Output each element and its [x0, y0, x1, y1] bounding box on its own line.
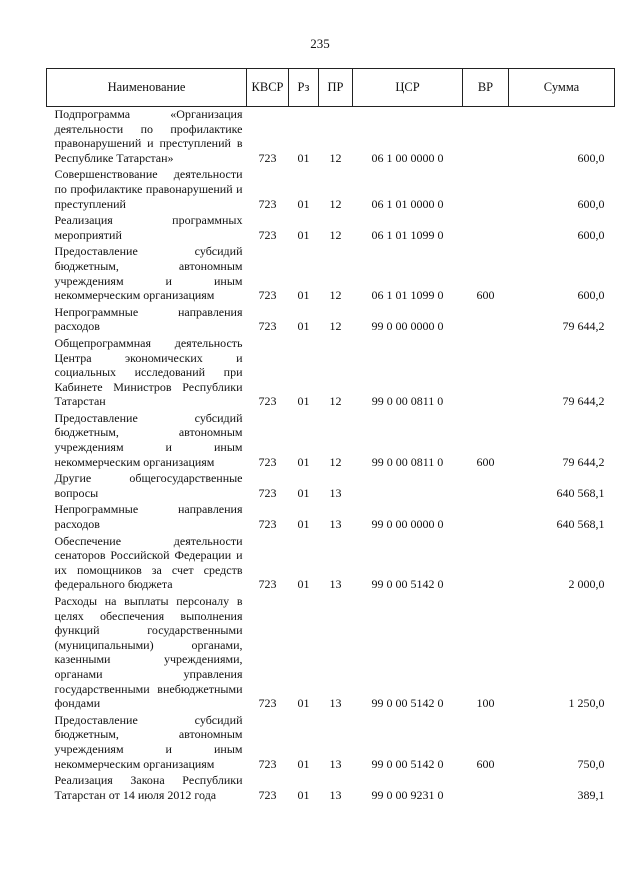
- cell-kvsr: 723: [258, 394, 277, 409]
- cell-name: Предоставление субсидий бюджетным, автономным учреждениям и иным некоммерческим организациям: [54, 244, 243, 303]
- cell-csr: 99 0 00 0811 0: [371, 454, 444, 469]
- cell-rz: 01: [297, 787, 310, 802]
- table-row: [47, 594, 615, 713]
- cell-rz: 01: [297, 288, 310, 303]
- cell-rz: 01: [297, 150, 310, 165]
- cell-pr: 12: [329, 196, 342, 211]
- cell-pr: 13: [329, 485, 342, 500]
- cell-pr: 12: [329, 454, 342, 469]
- cell-csr: 99 0 00 5142 0: [371, 696, 444, 711]
- cell-kvsr: 723: [258, 227, 277, 242]
- cell-name: Подпрограмма «Организация деятельности по профилактике правонарушений и преступлений в Республике Татарстан»: [54, 107, 243, 165]
- cell-csr: 99 0 00 0000 0: [371, 517, 444, 532]
- cell-kvsr: 723: [258, 517, 277, 532]
- cell-csr: 99 0 00 5142 0: [371, 756, 444, 771]
- cell-sum: 600,0: [577, 196, 605, 211]
- table-row: [47, 244, 615, 304]
- cell-rz: 01: [297, 485, 310, 500]
- cell-name: Совершенствование деятельности по профилактике правонарушений и преступлений: [54, 167, 243, 211]
- cell-pr: 13: [329, 787, 342, 802]
- cell-name: Расходы на выплаты персоналу в целях обеспечения выполнения функций государственными (муниципальными) органами, казенными учреждениями, органами управления государственными внебюджетными фондами: [54, 594, 243, 711]
- cell-sum: 79 644,2: [562, 394, 605, 409]
- cell-vr: 600: [476, 288, 495, 303]
- cell-sum: 600,0: [577, 227, 605, 242]
- cell-rz: 01: [297, 696, 310, 711]
- column-header-vr: ВР: [463, 69, 509, 107]
- cell-rz: 01: [297, 577, 310, 592]
- cell-rz: 01: [297, 196, 310, 211]
- cell-pr: 12: [329, 288, 342, 303]
- cell-sum: 79 644,2: [562, 319, 605, 334]
- cell-vr: 100: [476, 696, 495, 711]
- cell-csr: 99 0 00 0000 0: [371, 319, 444, 334]
- cell-pr: 12: [329, 319, 342, 334]
- table-body: [47, 107, 615, 805]
- cell-sum: 600,0: [577, 288, 605, 303]
- column-header-rz: Рз: [289, 69, 319, 107]
- cell-rz: 01: [297, 454, 310, 469]
- cell-pr: 12: [329, 227, 342, 242]
- cell-kvsr: 723: [258, 150, 277, 165]
- cell-csr: 99 0 00 5142 0: [371, 577, 444, 592]
- column-header-csr: ЦСР: [353, 69, 463, 107]
- cell-kvsr: 723: [258, 756, 277, 771]
- cell-vr: [463, 167, 509, 213]
- cell-csr: 06 1 01 1099 0: [371, 227, 444, 242]
- cell-name: Обеспечение деятельности сенаторов Российской Федерации и их помощников за счет средств федерального бюджета: [54, 533, 243, 592]
- cell-rz: 01: [297, 756, 310, 771]
- cell-vr: [463, 213, 509, 244]
- page-number: 235: [310, 36, 330, 51]
- cell-pr: 12: [329, 394, 342, 409]
- cell-kvsr: 723: [258, 288, 277, 303]
- cell-csr: 06 1 01 1099 0: [371, 288, 444, 303]
- cell-rz: 01: [297, 319, 310, 334]
- cell-sum: 600,0: [577, 150, 605, 165]
- column-header-pr: ПР: [319, 69, 353, 107]
- cell-kvsr: 723: [258, 577, 277, 592]
- cell-sum: 1 250,0: [568, 696, 605, 711]
- table-row: [47, 107, 615, 168]
- cell-kvsr: 723: [258, 485, 277, 500]
- column-header-sum: Сумма: [509, 69, 615, 107]
- cell-vr: [463, 534, 509, 594]
- budget-table: [46, 68, 615, 804]
- cell-name: Непрограммные направления расходов: [54, 304, 243, 334]
- cell-sum: 750,0: [577, 756, 605, 771]
- cell-vr: [463, 773, 509, 804]
- cell-pr: 13: [329, 756, 342, 771]
- cell-csr: 99 0 00 9231 0: [371, 787, 444, 802]
- cell-name: Предоставление субсидий бюджетным, автономным учреждениям и иным некоммерческим организациям: [54, 712, 243, 771]
- cell-name: Реализация Закона Республики Татарстан от 14 июля 2012 года: [54, 773, 243, 802]
- cell-vr: [463, 107, 509, 168]
- table-row: [47, 713, 615, 773]
- cell-kvsr: 723: [258, 696, 277, 711]
- cell-sum: 2 000,0: [568, 577, 605, 592]
- cell-csr: 99 0 00 0811 0: [371, 394, 444, 409]
- column-header-kvsr: КВСР: [247, 69, 289, 107]
- table-header-row: [47, 69, 615, 107]
- cell-kvsr: 723: [258, 196, 277, 211]
- cell-name: Предоставление субсидий бюджетным, автономным учреждениям и иным некоммерческим организациям: [54, 410, 243, 469]
- cell-rz: 01: [297, 517, 310, 532]
- table-row: [47, 305, 615, 336]
- cell-name: Непрограммные направления расходов: [54, 502, 243, 532]
- cell-csr: [353, 471, 463, 502]
- cell-pr: 13: [329, 577, 342, 592]
- cell-pr: 13: [329, 517, 342, 532]
- cell-kvsr: 723: [258, 787, 277, 802]
- cell-sum: 389,1: [577, 787, 605, 802]
- table-row: [47, 773, 615, 804]
- table-row: [47, 213, 615, 244]
- table-row: [47, 471, 615, 502]
- cell-pr: 13: [329, 696, 342, 711]
- table-row: [47, 336, 615, 411]
- cell-sum: 79 644,2: [562, 454, 605, 469]
- cell-csr: 06 1 01 0000 0: [371, 196, 444, 211]
- table-row: [47, 534, 615, 594]
- cell-vr: [463, 336, 509, 411]
- cell-name: Общепрограммная деятельность Центра экономических и социальных исследований при Кабинете Министров Республики Татарстан: [54, 335, 243, 409]
- cell-pr: 12: [329, 150, 342, 165]
- cell-vr: [463, 471, 509, 502]
- cell-vr: 600: [476, 756, 495, 771]
- table-row: [47, 411, 615, 471]
- cell-sum: 640 568,1: [556, 485, 605, 500]
- cell-csr: 06 1 00 0000 0: [371, 150, 444, 165]
- cell-name: Другие общегосударственные вопросы: [54, 471, 243, 500]
- cell-vr: [463, 502, 509, 533]
- column-header-name: Наименование: [47, 69, 247, 107]
- table-row: [47, 167, 615, 213]
- cell-sum: 640 568,1: [556, 517, 605, 532]
- cell-vr: 600: [476, 454, 495, 469]
- cell-vr: [463, 305, 509, 336]
- cell-rz: 01: [297, 394, 310, 409]
- cell-name: Реализация программных мероприятий: [54, 213, 243, 242]
- cell-kvsr: 723: [258, 454, 277, 469]
- cell-rz: 01: [297, 227, 310, 242]
- cell-kvsr: 723: [258, 319, 277, 334]
- table-row: [47, 502, 615, 533]
